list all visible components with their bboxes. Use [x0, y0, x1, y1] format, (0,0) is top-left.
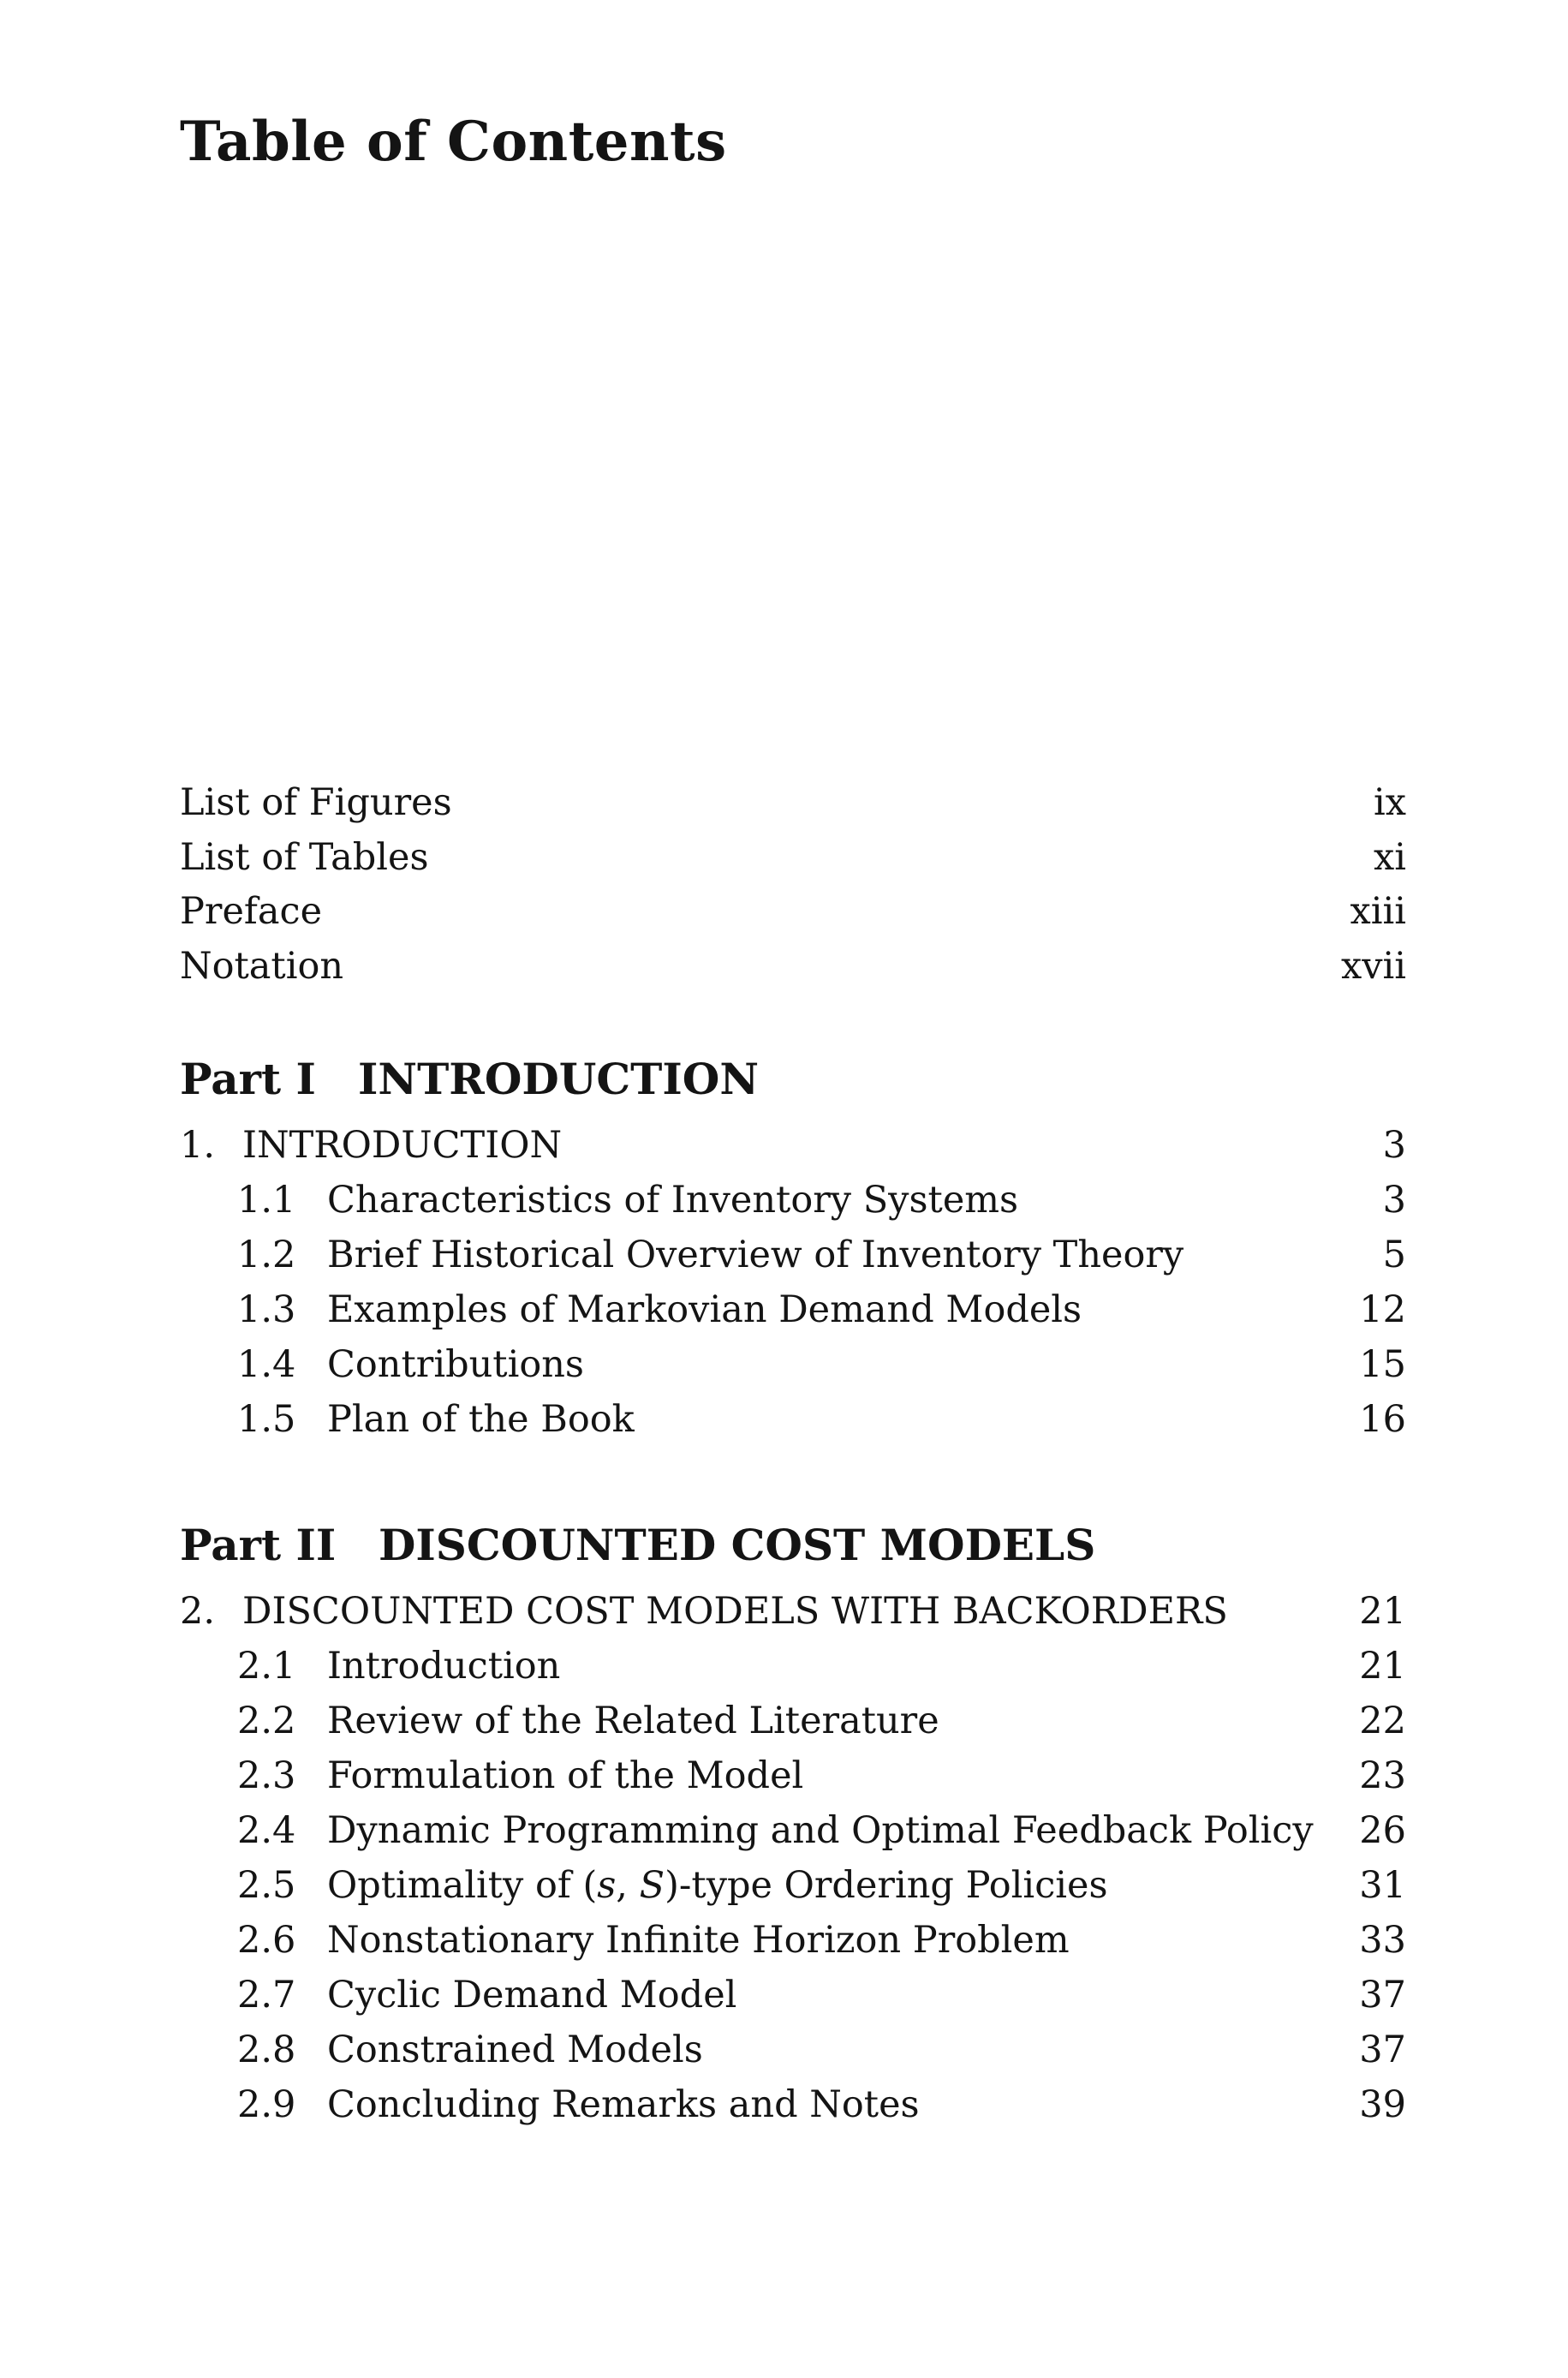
section-number: 2.8 [237, 2028, 296, 2071]
section-page: 23 [1359, 1754, 1406, 1797]
section-entry[interactable] [180, 1858, 1406, 1913]
section-title: Nonstationary Infinite Horizon Problem [327, 1919, 1070, 1962]
section-page: 21 [1359, 1645, 1406, 1688]
section-number: 2.7 [237, 1974, 296, 2017]
section-page: 5 [1382, 1234, 1406, 1276]
section-entry[interactable] [180, 1803, 1406, 1858]
section-title: Brief Historical Overview of Inventory Theory [327, 1234, 1184, 1276]
entry-page: xiii [1350, 890, 1406, 933]
part-title: INTRODUCTION [358, 1054, 760, 1104]
section-page: 37 [1359, 1974, 1406, 2017]
section-number: 2.4 [237, 1809, 296, 1852]
entry-title: Notation [180, 944, 344, 988]
section-number: 1.4 [237, 1343, 296, 1386]
part-label: Part I [180, 1054, 316, 1104]
chapter-title: INTRODUCTION [242, 1124, 563, 1167]
section-page: 39 [1359, 2083, 1406, 2126]
entry-title: List of Tables [180, 835, 429, 879]
section-entry[interactable] [180, 1748, 1406, 1803]
section-number: 1.3 [237, 1288, 296, 1331]
section-entry[interactable] [180, 1282, 1406, 1337]
section-entry[interactable] [180, 1639, 1406, 1694]
section-title: Contributions [327, 1343, 584, 1386]
chapter-page: 21 [1359, 1590, 1406, 1633]
section-number: 2.3 [237, 1754, 296, 1797]
chapter-title: DISCOUNTED COST MODELS WITH BACKORDERS [242, 1590, 1228, 1633]
toc-entry-preface[interactable] [180, 885, 1406, 940]
section-entry[interactable] [180, 1913, 1406, 1968]
section-number: 1.1 [237, 1179, 296, 1222]
section-title: Review of the Related Literature [327, 1700, 939, 1742]
section-title: Concluding Remarks and Notes [327, 2083, 920, 2126]
section-entry[interactable] [180, 2022, 1406, 2077]
section-page: 16 [1359, 1398, 1406, 1441]
section-number: 2.1 [237, 1645, 296, 1688]
section-title: Constrained Models [327, 2028, 703, 2071]
section-page: 31 [1359, 1864, 1406, 1907]
part-title: DISCOUNTED COST MODELS [379, 1520, 1096, 1570]
section-title: Dynamic Programming and Optimal Feedback Policy [327, 1809, 1314, 1852]
toc-entry-list-of-tables[interactable] [180, 831, 1406, 886]
toc-entry-notation[interactable] [180, 940, 1406, 995]
chapter-number: 1. [180, 1124, 216, 1167]
entry-title: Preface [180, 890, 323, 933]
toc-entry-list-of-figures[interactable] [180, 776, 1406, 831]
section-page: 37 [1359, 2028, 1406, 2071]
entry-page: ix [1373, 781, 1406, 824]
section-title: Optimality of (s, S)-type Ordering Policies [327, 1864, 1108, 1907]
section-number: 1.2 [237, 1234, 296, 1276]
chapter-page: 3 [1382, 1124, 1406, 1167]
table-of-contents [180, 776, 1406, 2132]
entry-page: xi [1373, 835, 1406, 879]
section-number: 1.5 [237, 1398, 296, 1441]
section-title: Introduction [327, 1645, 561, 1688]
section-number: 2.5 [237, 1864, 296, 1907]
section-number: 2.6 [237, 1919, 296, 1962]
section-title: Characteristics of Inventory Systems [327, 1179, 1019, 1222]
section-entry[interactable] [180, 2077, 1406, 2132]
section-page: 3 [1382, 1179, 1406, 1222]
chapter-number: 2. [180, 1590, 216, 1633]
section-entry[interactable] [180, 1173, 1406, 1228]
section-entry[interactable] [180, 1694, 1406, 1748]
page-title: Table of Contents [180, 110, 727, 174]
section-page: 22 [1359, 1700, 1406, 1742]
chapter-entry-2[interactable] [180, 1584, 1406, 1639]
section-title: Cyclic Demand Model [327, 1974, 737, 2017]
chapter-entry-1[interactable] [180, 1118, 1406, 1173]
section-page: 12 [1359, 1288, 1406, 1331]
section-entry[interactable] [180, 1337, 1406, 1392]
part-heading-2[interactable] [180, 1507, 1406, 1584]
entry-title: List of Figures [180, 781, 452, 824]
section-title: Formulation of the Model [327, 1754, 804, 1797]
section-title: Plan of the Book [327, 1398, 635, 1441]
entry-page: xvii [1340, 944, 1406, 988]
section-number: 2.2 [237, 1700, 296, 1742]
section-page: 33 [1359, 1919, 1406, 1962]
section-entry[interactable] [180, 1968, 1406, 2022]
part-heading-1[interactable] [180, 1041, 1406, 1118]
section-entry[interactable] [180, 1392, 1406, 1447]
front-matter-list [180, 776, 1406, 994]
section-page: 26 [1359, 1809, 1406, 1852]
section-entry[interactable] [180, 1228, 1406, 1282]
section-number: 2.9 [237, 2083, 296, 2126]
section-title: Examples of Markovian Demand Models [327, 1288, 1082, 1331]
section-page: 15 [1359, 1343, 1406, 1386]
part-label: Part II [180, 1520, 337, 1570]
